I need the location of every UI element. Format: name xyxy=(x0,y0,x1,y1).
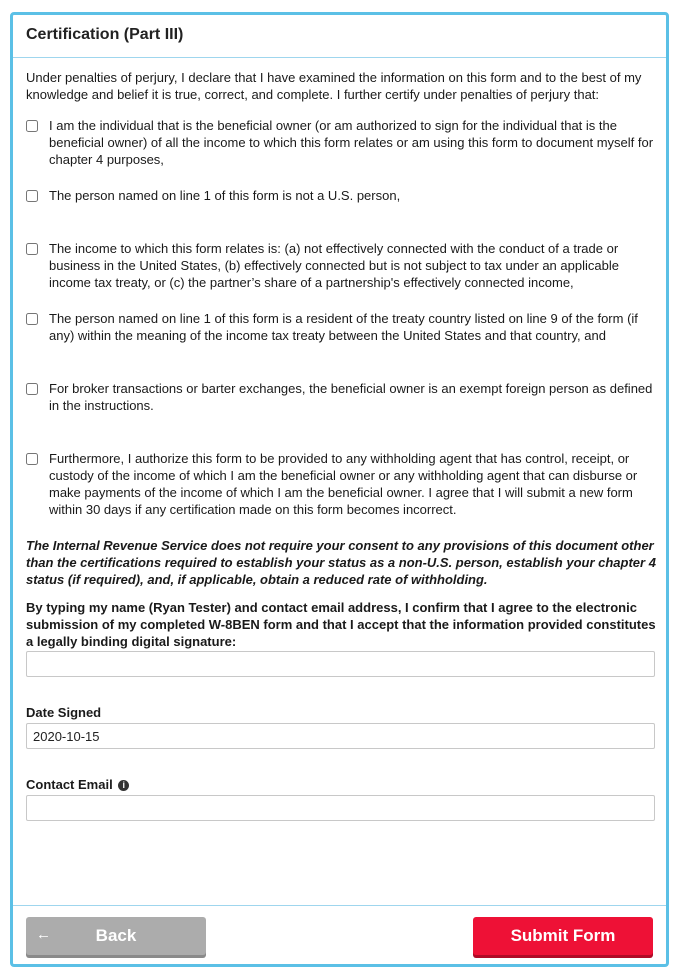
signature-name-input[interactable] xyxy=(26,651,655,677)
certification-item xyxy=(26,240,656,310)
panel-header xyxy=(13,15,666,58)
intro-text: Under penalties of perjury, I declare that I have examined the information on this form and to the best of my knowledge and belief it is true, correct, and complete. I further certify under penalties of perjury that: xyxy=(26,70,642,102)
page-title: Certification (Part III) xyxy=(26,26,184,43)
back-button-label: Back xyxy=(95,926,137,945)
certification-item xyxy=(26,380,656,450)
certification-checkbox-5[interactable] xyxy=(26,383,38,395)
certification-item xyxy=(26,310,656,380)
certification-checkbox-3[interactable] xyxy=(26,243,38,255)
contact-email-label: Contact Email xyxy=(26,777,113,792)
certification-checkbox-6[interactable] xyxy=(26,453,38,465)
contact-email-input[interactable] xyxy=(26,795,655,821)
certification-item xyxy=(26,187,656,240)
certification-item xyxy=(26,117,656,187)
date-signed-input[interactable] xyxy=(26,723,655,749)
certification-checkbox-2[interactable] xyxy=(26,190,38,202)
certification-text-4: The person named on line 1 of this form is a resident of the treaty country listed on line 9 of the form (if any) within the meaning of the income tax treaty between the United States and that country, and xyxy=(49,311,638,343)
certification-text-3: The income to which this form relates is: (a) not effectively connected with the conduct of a trade or business in the United States, (b) effectively connected but is not subject to tax under an applicable income tax treaty, or (c) the partner’s share of a partnership's effectively connected income, xyxy=(49,241,619,290)
irs-consent-note: The Internal Revenue Service does not require your consent to any provisions of this document other than the certifications required to establish your status as a non-U.S. person, establish your chapter 4 status (if required), and, if applicable, obtain a reduced rate of withholding. xyxy=(26,538,656,587)
submit-form-button[interactable]: Submit Form xyxy=(473,917,653,955)
certification-panel xyxy=(10,12,669,967)
back-button[interactable] xyxy=(26,917,206,955)
form-footer xyxy=(13,905,666,968)
certification-content xyxy=(26,69,656,821)
certification-text-5: For broker transactions or barter exchanges, the beneficial owner is an exempt foreign person as defined in the instructions. xyxy=(49,381,653,413)
certification-checkbox-1[interactable] xyxy=(26,120,38,132)
arrow-left-icon: ← xyxy=(36,926,51,943)
certification-text-1: I am the individual that is the beneficial owner (or am authorized to sign for the individual that is the beneficial owner) of all the income to which this form relates or am using this form to document myself for chapter 4 purposes, xyxy=(49,118,654,167)
certification-text-6: Furthermore, I authorize this form to be provided to any withholding agent that has control, receipt, or custody of the income of which I am the beneficial owner or any withholding agent that can disburse or make payments of the income of which I am the beneficial owner. I agree that I will submit a new form within 30 days if any certification made on this form becomes incorrect. xyxy=(49,451,638,517)
info-icon[interactable]: i xyxy=(118,780,129,791)
certification-checkbox-4[interactable] xyxy=(26,313,38,325)
certification-text-2: The person named on line 1 of this form is not a U.S. person, xyxy=(49,188,401,203)
date-signed-label: Date Signed xyxy=(26,705,102,720)
signature-consent-label: By typing my name (Ryan Tester) and contact email address, I confirm that I agree to the electronic submission of my completed W-8BEN form and that I accept that the information provided constitutes a legally binding digital signature: xyxy=(26,600,656,649)
contact-email-label-row xyxy=(26,776,656,793)
certification-item xyxy=(26,450,656,537)
